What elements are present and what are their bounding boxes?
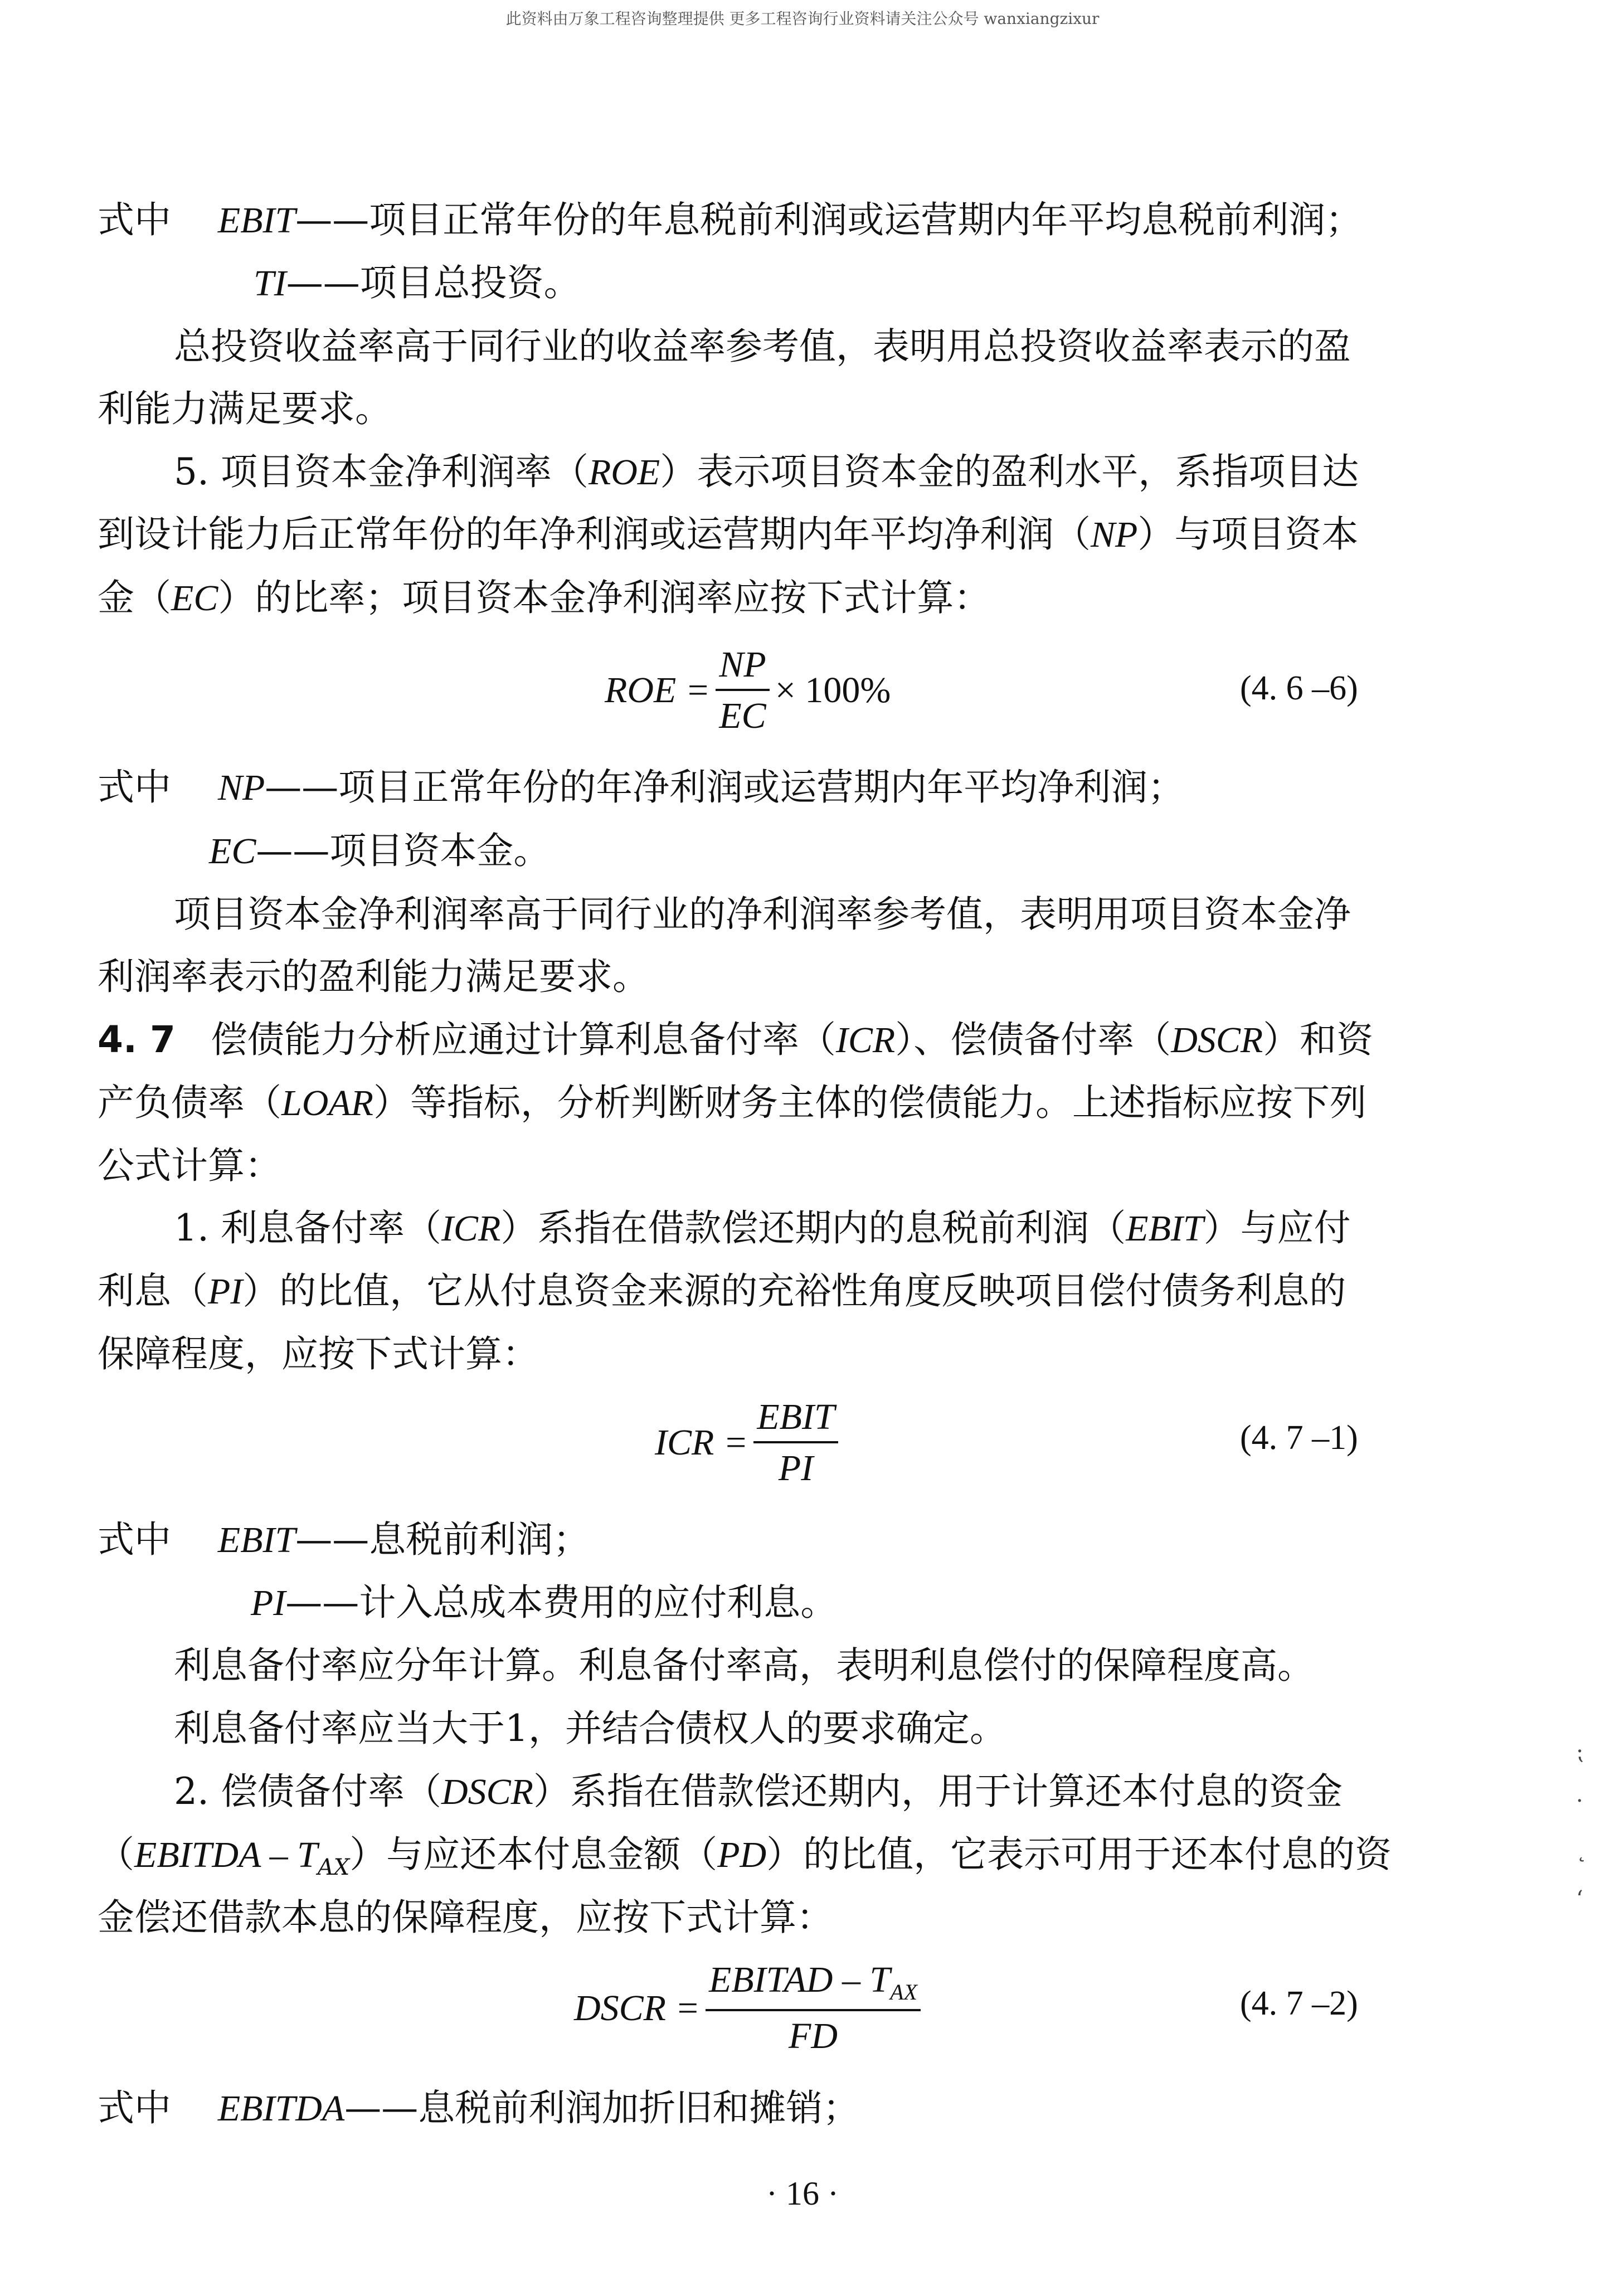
text: ）与应还本付息金额（ <box>349 1833 718 1876</box>
definition-text: ——息税前利润； <box>295 1518 590 1561</box>
text: 1. 利息备付率（ <box>174 1207 441 1249</box>
paragraph-line <box>98 576 991 619</box>
symbol-roe: ROE <box>588 452 660 493</box>
text: 5. 项目资本金净利润率（ <box>174 450 588 493</box>
formula-roe <box>605 646 891 734</box>
text: 2. 偿债备付率（ <box>174 1770 441 1813</box>
symbol-pi: PI <box>208 1271 243 1312</box>
symbol-loar: LOAR <box>281 1083 373 1123</box>
formula-tail: × 100% <box>775 670 891 711</box>
section-4-7-heading <box>98 1018 1374 1061</box>
formula-icr <box>655 1399 844 1487</box>
definition-text: ——项目总投资。 <box>286 261 581 304</box>
symbol-pi: PI <box>251 1583 286 1623</box>
paragraph-line <box>174 450 1359 493</box>
section-number: 4. 7 <box>98 1018 176 1061</box>
definition-ebit <box>98 198 1363 241</box>
denominator: EC <box>719 695 766 736</box>
paragraph-line: 总投资收益率高于同行业的收益率参考值，表明用总投资收益率表示的盈 <box>174 325 1351 368</box>
definition-pi <box>251 1581 838 1624</box>
where-label: 式中 <box>98 2086 171 2129</box>
fraction <box>753 1399 838 1487</box>
definition-text: ——项目资本金。 <box>256 829 551 872</box>
symbol-icr: ICR <box>441 1208 501 1249</box>
paragraph-line: 项目资本金净利润率高于同行业的净利润率参考值，表明用项目资本金净 <box>174 893 1351 936</box>
paragraph-line: 公式计算： <box>98 1144 281 1187</box>
paragraph-line: 利息备付率应当大于1，并结合债权人的要求确定。 <box>174 1707 1006 1750</box>
definition-ebitda <box>98 2086 860 2129</box>
text: ）与应付 <box>1203 1207 1351 1249</box>
text: 偿债能力分析应通过计算利息备付率（ <box>210 1018 836 1061</box>
numerator: NP <box>719 644 766 685</box>
subscript: AX <box>890 1979 918 2005</box>
text: ）和资 <box>1263 1018 1374 1061</box>
text: ）系指在借款偿还期内，用于计算还本付息的资金 <box>533 1770 1343 1813</box>
denominator: PI <box>778 1448 814 1488</box>
numerator-text: EBITAD – T <box>709 1959 891 2000</box>
fraction <box>706 1959 921 2056</box>
text: ）的比值，它表示可用于还本付息的资 <box>766 1833 1392 1876</box>
text: 利息（ <box>98 1269 208 1312</box>
subscript: AX <box>317 1855 350 1880</box>
text: ）与项目资本 <box>1137 513 1359 556</box>
text: ）表示项目资本金的盈利水平，系指项目达 <box>660 450 1359 493</box>
page-number: · 16 · <box>766 2175 839 2212</box>
paragraph-line <box>98 513 1359 556</box>
where-label: 式中 <box>98 198 171 241</box>
formula-lhs: DSCR = <box>574 1987 701 2029</box>
denominator: FD <box>789 2016 838 2056</box>
symbol-dscr: DSCR <box>441 1772 533 1812</box>
symbol-ebitda-tax: EBITDA – T <box>134 1835 318 1875</box>
text: 金（ <box>98 576 171 619</box>
where-label: 式中 <box>98 1518 171 1561</box>
paragraph-line <box>98 1081 1366 1124</box>
symbol-ti: TI <box>254 263 286 304</box>
symbol-ec: EC <box>171 578 218 619</box>
paragraph-line: 金偿还借款本息的保障程度，应按下式计算： <box>98 1896 833 1939</box>
header-note: 此资料由万象工程咨询整理提供 更多工程咨询行业资料请关注公众号 wanxiangzixur <box>505 9 1100 28</box>
numerator: EBIT <box>757 1397 835 1437</box>
symbol-ebit: EBIT <box>1126 1208 1204 1249</box>
definition-ec <box>209 829 551 872</box>
paragraph-line: 保障程度，应按下式计算： <box>98 1332 539 1375</box>
definition-text: ——计入总成本费用的应付利息。 <box>285 1581 838 1624</box>
symbol-ebit: EBIT <box>217 1520 296 1560</box>
symbol-ebit: EBIT <box>217 200 296 241</box>
paragraph-line <box>98 1269 1346 1312</box>
text: ）系指在借款偿还期内的息税前利润（ <box>500 1207 1126 1249</box>
symbol-pd: PD <box>717 1835 767 1875</box>
equation-number: (4. 6 –6) <box>1240 669 1358 707</box>
formula-dscr <box>574 1959 926 2056</box>
definition-text: ——项目正常年份的年息税前利润或运营期内年平均息税前利润； <box>295 198 1363 241</box>
symbol-ebitda: EBITDA <box>217 2088 345 2129</box>
definition-ti <box>254 261 581 304</box>
fraction <box>716 646 769 734</box>
paragraph-line: 利息备付率应分年计算。利息备付率高，表明利息偿付的保障程度高。 <box>174 1644 1314 1687</box>
text: 到设计能力后正常年份的年净利润或运营期内年平均净利润（ <box>98 513 1091 556</box>
paragraph-line: 利能力满足要求。 <box>98 387 392 430</box>
equation-number: (4. 7 –2) <box>1240 1984 1358 2022</box>
formula-lhs: ROE = <box>605 670 711 711</box>
paragraph-line <box>98 1833 1392 1880</box>
text: （ <box>98 1833 134 1876</box>
where-label: 式中 <box>98 766 171 809</box>
scan-margin-marks: ⁏ · ˛ ‘ <box>1576 1739 1587 1912</box>
paragraph-line <box>174 1207 1351 1249</box>
definition-text: ——项目正常年份的年净利润或运营期内年平均净利润； <box>265 766 1185 809</box>
definition-np <box>98 766 1185 809</box>
equation-number: (4. 7 –1) <box>1240 1419 1358 1457</box>
formula-lhs: ICR = <box>655 1422 748 1463</box>
paragraph-line <box>174 1770 1343 1813</box>
symbol-icr: ICR <box>835 1020 896 1061</box>
numerator <box>706 1959 921 2009</box>
symbol-ec: EC <box>209 831 256 872</box>
text: ）等指标，分析判断财务主体的偿债能力。上述指标应按下列 <box>373 1081 1366 1124</box>
text: 产负债率（ <box>98 1081 281 1124</box>
definition-ebit <box>98 1518 590 1561</box>
text: ）的比率；项目资本金净利润率应按下式计算： <box>218 576 991 619</box>
text: ）、偿债备付率（ <box>895 1018 1171 1061</box>
definition-text: ——息税前利润加折旧和摊销； <box>344 2086 860 2129</box>
symbol-dscr: DSCR <box>1171 1020 1263 1061</box>
paragraph-line: 利润率表示的盈利能力满足要求。 <box>98 955 649 998</box>
symbol-np: NP <box>1091 514 1138 555</box>
text: ）的比值，它从付息资金来源的充裕性角度反映项目偿付债务利息的 <box>242 1269 1346 1312</box>
symbol-np: NP <box>217 767 265 808</box>
